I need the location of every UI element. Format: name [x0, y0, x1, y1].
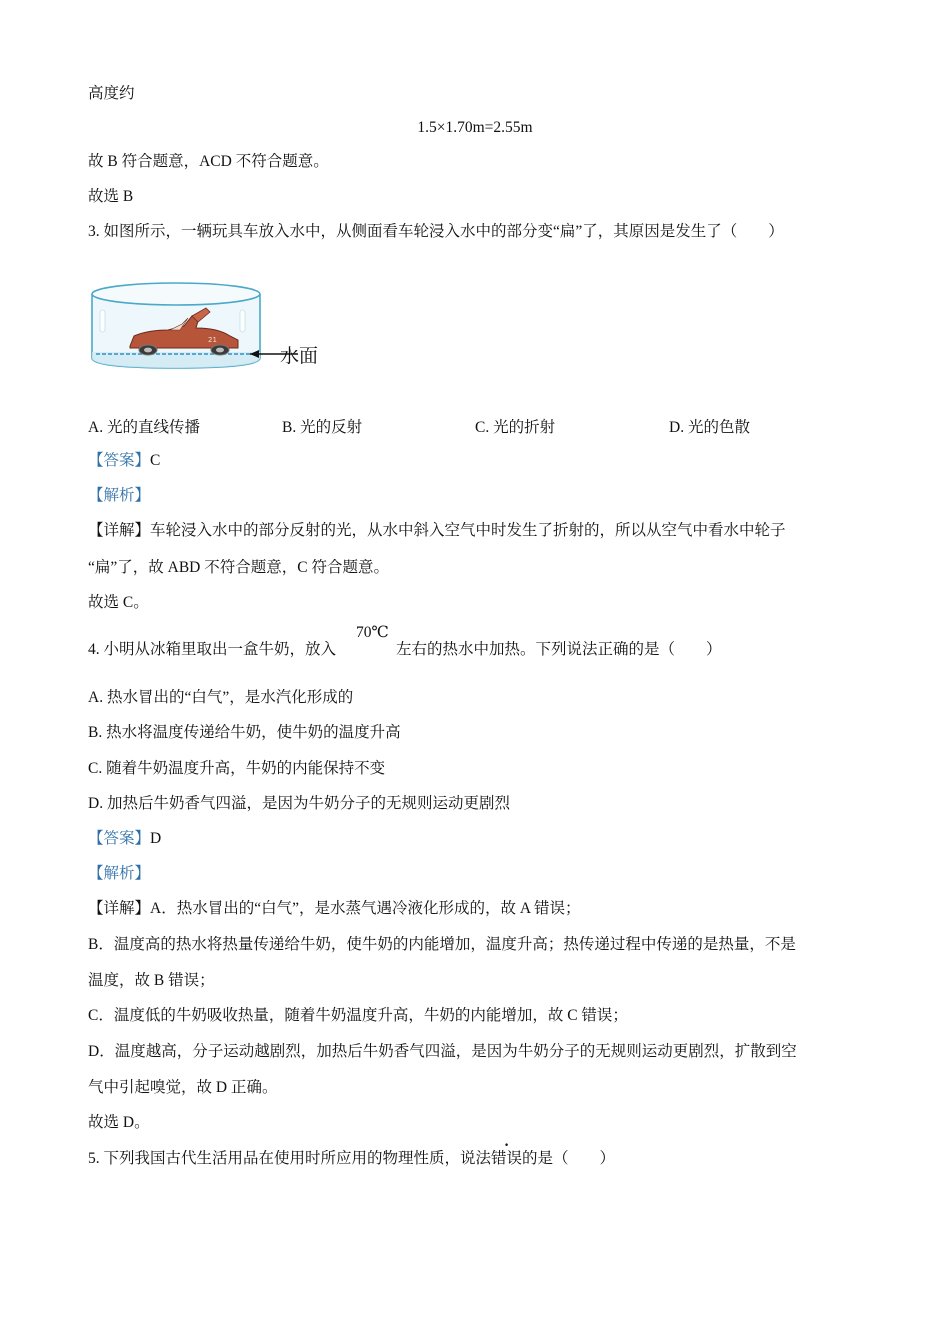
analysis-tag: 【解析】	[88, 865, 151, 882]
option-b: B. 光的反射	[282, 419, 363, 436]
answer-line	[88, 451, 160, 471]
question-4-stem-end: 左右的热水中加热。下列说法正确的是（ ）	[396, 641, 722, 658]
detail-line	[88, 899, 581, 919]
option-d: D. 加热后牛奶香气四溢，是因为牛奶分子的无规则运动更剧烈	[88, 795, 510, 812]
answer-value: D	[150, 830, 162, 847]
option-b: B. 热水将温度传递给牛奶，使牛奶的温度升高	[88, 724, 401, 741]
option-d: D. 光的色散	[669, 419, 750, 436]
svg-text:21: 21	[208, 336, 217, 344]
water-surface-label: 水面	[280, 345, 319, 367]
toy-car-in-water-figure	[88, 278, 348, 376]
option-a: A. 热水冒出的“白气”，是水汽化形成的	[88, 689, 354, 706]
detail-line	[88, 521, 786, 541]
question-3-stem: 3. 如图所示，一辆玩具车放入水中，从侧面看车轮浸入水中的部分变“扁”了，其原因是发生了（ ）	[88, 223, 784, 240]
detail-text: A．热水冒出的“白气”，是水蒸气遇冷液化形成的，故 A 错误；	[150, 900, 581, 917]
analysis-line	[88, 864, 150, 884]
conclusion-line: 故选 D。	[88, 1114, 150, 1131]
formula-line: 1.5×1.70m=2.55m	[417, 119, 533, 136]
question-5-stem	[88, 1149, 615, 1169]
text-line: 高度约	[88, 85, 135, 102]
question-3-options	[88, 415, 868, 435]
conclusion-line: 故选 C。	[88, 594, 149, 611]
option-a: A. 光的直线传播	[88, 419, 200, 436]
option-c: C. 随着牛奶温度升高，牛奶的内能保持不变	[88, 760, 386, 777]
temperature-value: 70℃	[356, 624, 389, 641]
text-line: 故选 B	[88, 188, 134, 205]
detail-line: 温度，故 B 错误；	[88, 972, 215, 989]
text-line: 故 B 符合题意，ACD 不符合题意。	[88, 153, 329, 170]
stem-text: 5. 下列我国古代生活用品在使用时所应用的物理性质，说法	[88, 1150, 492, 1167]
detail-line: C．温度低的牛奶吸收热量，随着牛奶温度升高，牛奶的内能增加，故 C 错误；	[88, 1007, 628, 1024]
detail-line: “扁”了，故 ABD 不符合题意，C 符合题意。	[88, 559, 389, 576]
emphasized-word: 错误	[491, 1150, 523, 1167]
answer-line	[88, 829, 161, 849]
answer-value: C	[150, 452, 161, 469]
analysis-tag: 【解析】	[88, 487, 151, 504]
answer-tag: 【答案】	[88, 830, 151, 847]
detail-line: B．温度高的热水将热量传递给牛奶，使牛奶的内能增加，温度升高；热传递过程中传递的是热量，不是	[88, 936, 796, 953]
detail-line: D．温度越高，分子运动越剧烈，加热后牛奶香气四溢，是因为牛奶分子的无规则运动更剧烈，扩散到空	[88, 1043, 797, 1060]
detail-tag: 【详解】	[88, 522, 151, 539]
analysis-line	[88, 486, 150, 506]
stem-text: 的是（ ）	[522, 1150, 616, 1167]
answer-tag: 【答案】	[88, 452, 151, 469]
detail-line: 气中引起嗅觉，故 D 正确。	[88, 1079, 278, 1096]
detail-text: 车轮浸入水中的部分反射的光，从水中斜入空气中时发生了折射的，所以从空气中看水中轮子	[150, 522, 786, 539]
detail-tag: 【详解】	[88, 900, 151, 917]
question-4-stem-start: 4. 小明从冰箱里取出一盒牛奶，放入	[88, 641, 337, 658]
option-c: C. 光的折射	[475, 419, 556, 436]
